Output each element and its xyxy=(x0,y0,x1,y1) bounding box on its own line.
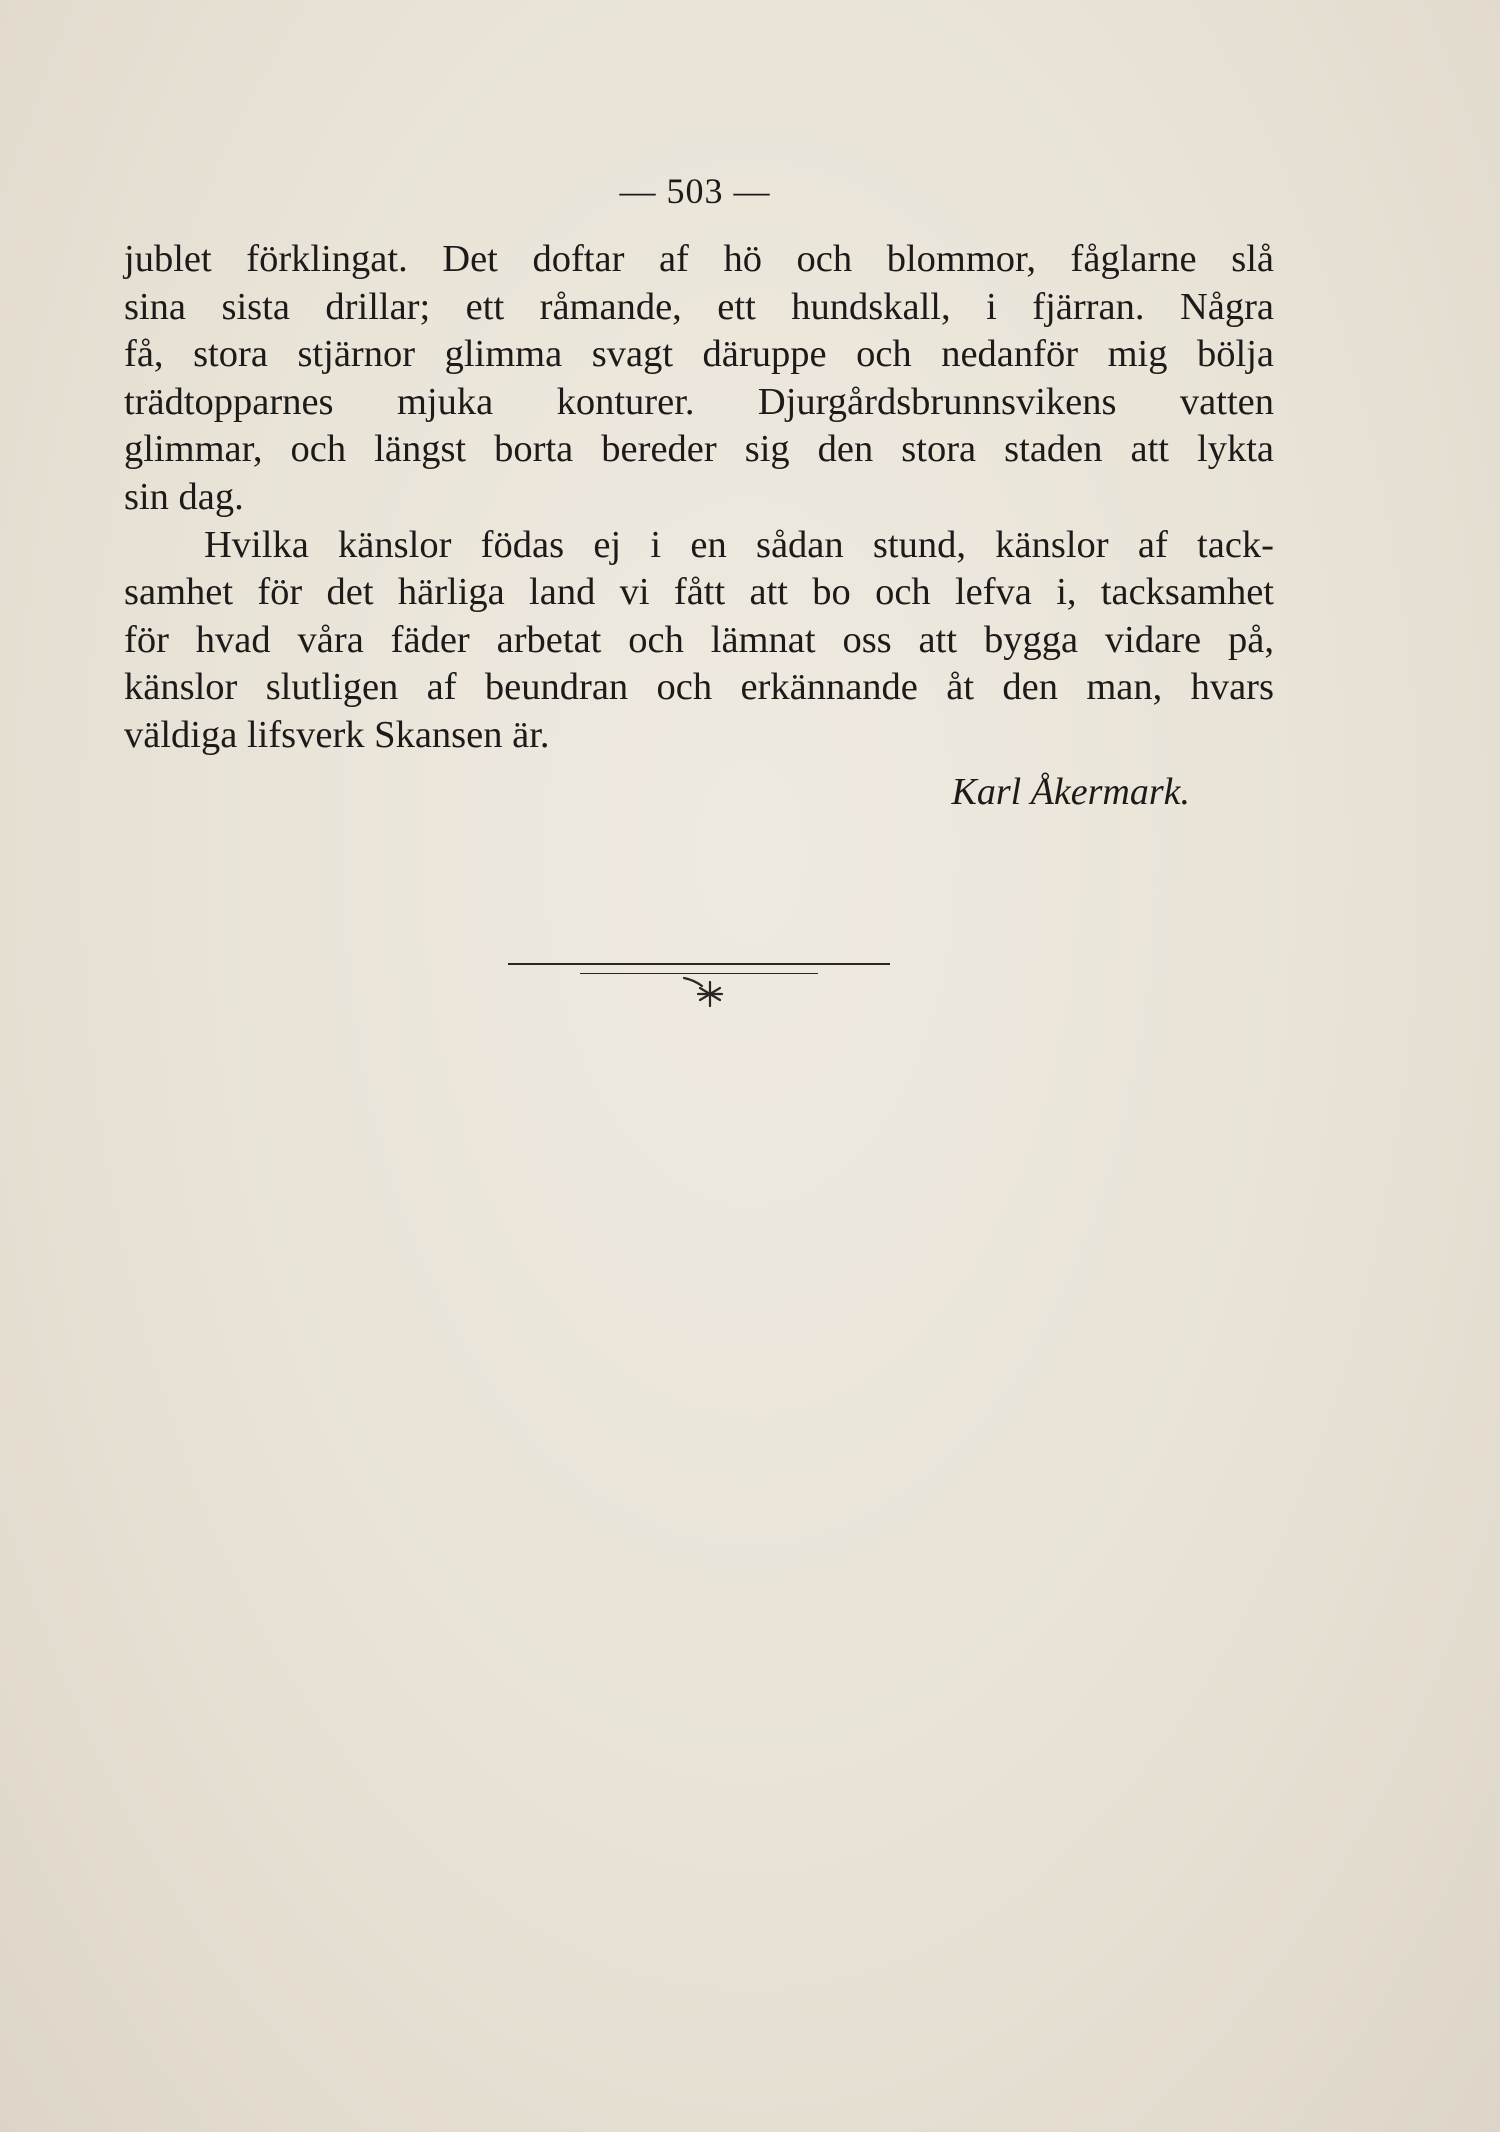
asterisk-ornament-icon xyxy=(680,972,740,1022)
text-line: trädtopparnes mjuka konturer. Djurgårdsbrunnsvikens vatten xyxy=(124,380,1274,423)
paragraph-1 xyxy=(124,236,1274,522)
author-signature: Karl Åkermark. xyxy=(951,771,1190,813)
text-line: för hvad våra fäder arbetat och lämnat oss att bygga vidare på, xyxy=(124,618,1274,661)
text-line: samhet för det härliga land vi fått att bo och lefva i, tacksamhet xyxy=(124,571,1274,614)
text-line: Hvilka känslor födas ej i en sådan stund, känslor af tack- xyxy=(204,523,1274,566)
text-line: glimmar, och längst borta bereder sig den stora staden att lykta xyxy=(124,428,1274,471)
text-line: känslor slutligen af beundran och erkännande åt den man, hvars xyxy=(124,666,1274,709)
body-text xyxy=(124,236,1274,760)
text-line: sin dag. xyxy=(124,475,244,518)
page-number: — 503 — xyxy=(619,171,771,211)
text-line: få, stora stjärnor glimma svagt däruppe och nedanför mig bölja xyxy=(124,333,1274,376)
text-line: väldiga lifsverk Skansen är. xyxy=(124,713,550,756)
text-line: sina sista drillar; ett råmande, ett hundskall, i fjärran. Några xyxy=(124,285,1274,328)
text-line: jublet förklingat. Det doftar af hö och blommor, fåglarne slå xyxy=(124,238,1274,280)
paragraph-2 xyxy=(124,522,1274,760)
divider-rule xyxy=(508,963,890,965)
